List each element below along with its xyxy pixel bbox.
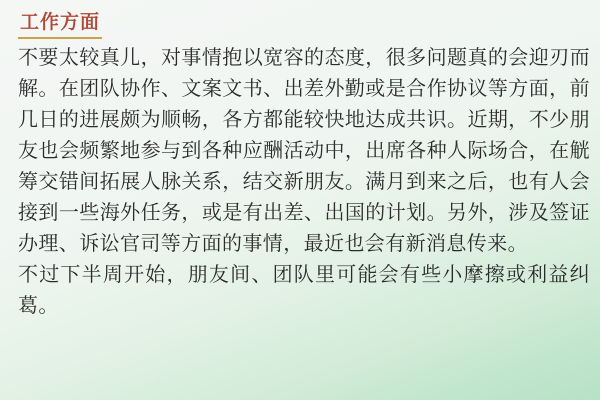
section-heading: 工作方面 [18,10,102,39]
section-heading-wrapper [18,10,590,39]
paragraph-1: 不要太较真儿，对事情抱以宽容的态度，很多问题真的会迎刃而解。在团队协作、文案文书、出差外勤或是合作协议等方面，前几日的进展颇为顺畅，各方都能较快地达成共识。近期，不少朋友也会频繁地参与到各种应酬活动中，出席各种人际场合，在觥筹交错间拓展人脉关系，结交新朋友。满月到来之后，也有人会接到一些海外任务，或是有出差、出国的计划。另外，涉及签证办理、诉讼官司等方面的事情，最近也会有新消息传来。 [18,47,590,255]
paragraph-2: 不过下半周开始，朋友间、团队里可能会有些小摩擦或利益纠葛。 [18,264,590,317]
document-content [18,10,590,322]
